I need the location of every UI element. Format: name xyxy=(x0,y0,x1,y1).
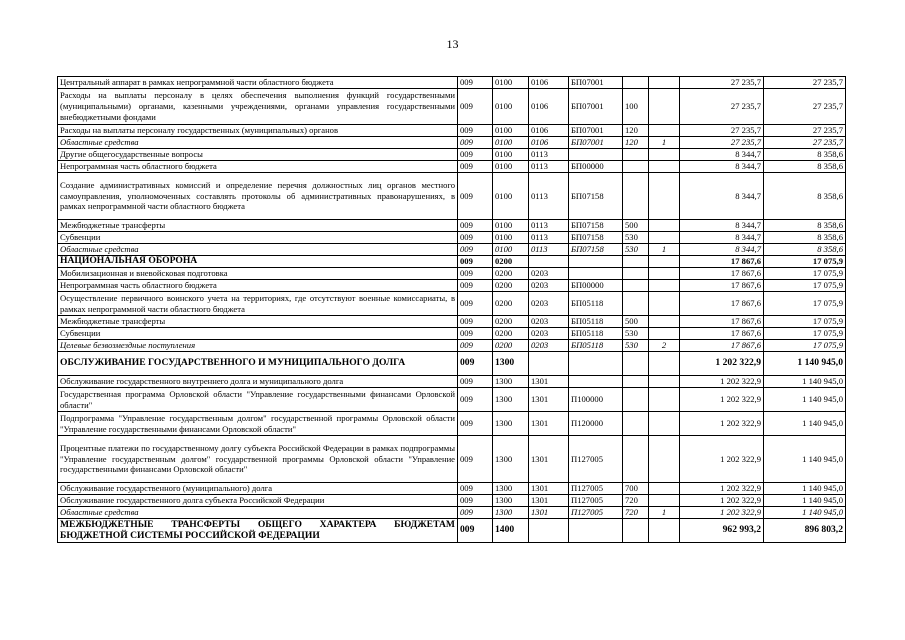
expense-type-code xyxy=(623,292,649,316)
table-row xyxy=(58,268,846,280)
amount-year-1: 8 344,7 xyxy=(680,161,764,173)
amount-year-2: 17 075,9 xyxy=(764,280,846,292)
subsection-code: 0203 xyxy=(529,340,569,352)
amount-year-1: 8 344,7 xyxy=(680,244,764,256)
amount-year-1: 8 344,7 xyxy=(680,173,764,220)
item-name: Обслуживание государственного внутреннего долга и муниципального долга xyxy=(58,376,458,388)
item-name: Мобилизационная и вневойсковая подготовка xyxy=(58,268,458,280)
subsection-code: 0203 xyxy=(529,328,569,340)
funding-source-code xyxy=(649,125,680,137)
expense-type-code: 120 xyxy=(623,137,649,149)
budget-table-body xyxy=(58,77,846,543)
target-article-code: П127005 xyxy=(569,436,623,483)
expense-type-code xyxy=(623,173,649,220)
admin-code: 009 xyxy=(458,388,493,412)
section-code: 1300 xyxy=(493,483,529,495)
item-name: МЕЖБЮДЖЕТНЫЕ ТРАНСФЕРТЫ ОБЩЕГО ХАРАКТЕРА БЮДЖЕТАМ БЮДЖЕТНОЙ СИСТЕМЫ РОССИЙСКОЙ ФЕДЕРАЦИИ xyxy=(58,519,458,543)
subsection-code: 0113 xyxy=(529,244,569,256)
table-row xyxy=(58,388,846,412)
section-code: 1300 xyxy=(493,388,529,412)
expense-type-code xyxy=(623,519,649,543)
table-row xyxy=(58,352,846,376)
amount-year-1: 17 867,6 xyxy=(680,328,764,340)
amount-year-2: 1 140 945,0 xyxy=(764,507,846,519)
section-code: 0100 xyxy=(493,125,529,137)
amount-year-1: 17 867,6 xyxy=(680,268,764,280)
admin-code: 009 xyxy=(458,412,493,436)
amount-year-1: 1 202 322,9 xyxy=(680,388,764,412)
amount-year-2: 17 075,9 xyxy=(764,328,846,340)
amount-year-1: 17 867,6 xyxy=(680,256,764,268)
subsection-code: 1301 xyxy=(529,388,569,412)
funding-source-code xyxy=(649,352,680,376)
item-name: НАЦИОНАЛЬНАЯ ОБОРОНА xyxy=(58,256,458,268)
amount-year-2: 17 075,9 xyxy=(764,316,846,328)
funding-source-code xyxy=(649,77,680,89)
amount-year-1: 962 993,2 xyxy=(680,519,764,543)
amount-year-2: 17 075,9 xyxy=(764,340,846,352)
table-row xyxy=(58,280,846,292)
amount-year-1: 1 202 322,9 xyxy=(680,352,764,376)
amount-year-2: 8 358,6 xyxy=(764,149,846,161)
target-article-code: П127005 xyxy=(569,507,623,519)
item-name: Межбюджетные трансферты xyxy=(58,316,458,328)
expense-type-code: 500 xyxy=(623,316,649,328)
subsection-code: 1301 xyxy=(529,376,569,388)
expense-type-code: 530 xyxy=(623,244,649,256)
expense-type-code: 530 xyxy=(623,232,649,244)
admin-code: 009 xyxy=(458,495,493,507)
table-row xyxy=(58,220,846,232)
target-article-code: П100000 xyxy=(569,388,623,412)
subsection-code: 0106 xyxy=(529,89,569,125)
amount-year-1: 27 235,7 xyxy=(680,137,764,149)
amount-year-1: 27 235,7 xyxy=(680,77,764,89)
expense-type-code xyxy=(623,280,649,292)
item-name: Областные средства xyxy=(58,507,458,519)
item-name: Обслуживание государственного (муниципального) долга xyxy=(58,483,458,495)
admin-code: 009 xyxy=(458,89,493,125)
admin-code: 009 xyxy=(458,292,493,316)
funding-source-code xyxy=(649,292,680,316)
table-row xyxy=(58,316,846,328)
subsection-code: 0106 xyxy=(529,137,569,149)
item-name: Субвенции xyxy=(58,328,458,340)
amount-year-2: 17 075,9 xyxy=(764,292,846,316)
admin-code: 009 xyxy=(458,483,493,495)
funding-source-code: 1 xyxy=(649,507,680,519)
funding-source-code xyxy=(649,268,680,280)
amount-year-1: 1 202 322,9 xyxy=(680,436,764,483)
page-number: 13 xyxy=(446,37,459,51)
item-name: Процентные платежи по государственному долгу субъекта Российской Федерации в рамках подпрограммы "Управление государственным долгом" государственной программы Орловской области "Управление государственными финансами Орловской области" xyxy=(58,436,458,483)
amount-year-2: 896 803,2 xyxy=(764,519,846,543)
admin-code: 009 xyxy=(458,149,493,161)
item-name: Непрограммная часть областного бюджета xyxy=(58,280,458,292)
item-name: Субвенции xyxy=(58,232,458,244)
admin-code: 009 xyxy=(458,340,493,352)
target-article-code: БП07001 xyxy=(569,89,623,125)
amount-year-2: 27 235,7 xyxy=(764,89,846,125)
section-code: 0200 xyxy=(493,340,529,352)
amount-year-2: 27 235,7 xyxy=(764,125,846,137)
target-article-code: БП07158 xyxy=(569,232,623,244)
funding-source-code xyxy=(649,161,680,173)
funding-source-code xyxy=(649,412,680,436)
section-code: 0200 xyxy=(493,316,529,328)
section-code: 0100 xyxy=(493,77,529,89)
subsection-code: 1301 xyxy=(529,507,569,519)
subsection-code: 1301 xyxy=(529,495,569,507)
target-article-code: БП07158 xyxy=(569,244,623,256)
admin-code: 009 xyxy=(458,137,493,149)
section-code: 1400 xyxy=(493,519,529,543)
item-name: Создание административных комиссий и определение перечня должностных лиц органов местного самоуправления, уполномоченных составлять протоколы об административных правонарушениях, в рамках непрограммной части областного бюджета xyxy=(58,173,458,220)
item-name: Центральный аппарат в рамках непрограммной части областного бюджета xyxy=(58,77,458,89)
table-row xyxy=(58,340,846,352)
item-name: Непрограммная часть областного бюджета xyxy=(58,161,458,173)
section-code: 0200 xyxy=(493,292,529,316)
expense-type-code: 720 xyxy=(623,507,649,519)
target-article-code xyxy=(569,149,623,161)
admin-code: 009 xyxy=(458,352,493,376)
target-article-code: БП07001 xyxy=(569,77,623,89)
expense-type-code xyxy=(623,77,649,89)
table-row xyxy=(58,328,846,340)
admin-code: 009 xyxy=(458,220,493,232)
amount-year-2: 1 140 945,0 xyxy=(764,495,846,507)
target-article-code xyxy=(569,519,623,543)
target-article-code: БП07158 xyxy=(569,173,623,220)
admin-code: 009 xyxy=(458,77,493,89)
item-name: Целевые безвозмездные поступления xyxy=(58,340,458,352)
table-row xyxy=(58,89,846,125)
budget-table xyxy=(57,76,846,543)
table-row xyxy=(58,232,846,244)
section-code: 1300 xyxy=(493,376,529,388)
target-article-code: БП05118 xyxy=(569,316,623,328)
table-row xyxy=(58,519,846,543)
amount-year-2: 8 358,6 xyxy=(764,244,846,256)
funding-source-code xyxy=(649,316,680,328)
funding-source-code xyxy=(649,89,680,125)
funding-source-code: 1 xyxy=(649,137,680,149)
target-article-code: БП00000 xyxy=(569,280,623,292)
funding-source-code xyxy=(649,376,680,388)
amount-year-1: 17 867,6 xyxy=(680,292,764,316)
expense-type-code xyxy=(623,376,649,388)
table-row xyxy=(58,137,846,149)
expense-type-code xyxy=(623,412,649,436)
section-code: 0100 xyxy=(493,232,529,244)
subsection-code: 0106 xyxy=(529,125,569,137)
subsection-code: 1301 xyxy=(529,412,569,436)
expense-type-code xyxy=(623,256,649,268)
item-name: Осуществление первичного воинского учета на территориях, где отсутствуют военные комиссариаты, в рамках непрограммной части областного бюджета xyxy=(58,292,458,316)
admin-code: 009 xyxy=(458,376,493,388)
amount-year-1: 1 202 322,9 xyxy=(680,507,764,519)
admin-code: 009 xyxy=(458,519,493,543)
subsection-code: 0203 xyxy=(529,280,569,292)
expense-type-code xyxy=(623,388,649,412)
amount-year-1: 27 235,7 xyxy=(680,125,764,137)
item-name: Межбюджетные трансферты xyxy=(58,220,458,232)
amount-year-2: 1 140 945,0 xyxy=(764,412,846,436)
amount-year-1: 8 344,7 xyxy=(680,232,764,244)
subsection-code: 0203 xyxy=(529,292,569,316)
amount-year-1: 1 202 322,9 xyxy=(680,376,764,388)
amount-year-1: 8 344,7 xyxy=(680,220,764,232)
section-code: 1300 xyxy=(493,352,529,376)
admin-code: 009 xyxy=(458,173,493,220)
subsection-code: 1301 xyxy=(529,436,569,483)
section-code: 0200 xyxy=(493,328,529,340)
table-row xyxy=(58,376,846,388)
section-code: 0100 xyxy=(493,244,529,256)
amount-year-2: 17 075,9 xyxy=(764,268,846,280)
section-code: 0100 xyxy=(493,149,529,161)
target-article-code xyxy=(569,256,623,268)
item-name: Государственная программа Орловской области "Управление государственными финансами Орловской области" xyxy=(58,388,458,412)
target-article-code: БП05118 xyxy=(569,328,623,340)
amount-year-2: 17 075,9 xyxy=(764,256,846,268)
target-article-code: БП07158 xyxy=(569,220,623,232)
item-name: Расходы на выплаты персоналу в целях обеспечения выполнения функций государственными (муниципальными) органами, казенными учреждениями, органами управления государственными внебюджетными фондами xyxy=(58,89,458,125)
target-article-code: П120000 xyxy=(569,412,623,436)
admin-code: 009 xyxy=(458,244,493,256)
section-code: 0200 xyxy=(493,280,529,292)
expense-type-code: 530 xyxy=(623,328,649,340)
target-article-code xyxy=(569,352,623,376)
subsection-code xyxy=(529,256,569,268)
funding-source-code xyxy=(649,220,680,232)
target-article-code: П127005 xyxy=(569,483,623,495)
amount-year-2: 1 140 945,0 xyxy=(764,388,846,412)
funding-source-code xyxy=(649,232,680,244)
admin-code: 009 xyxy=(458,436,493,483)
expense-type-code xyxy=(623,161,649,173)
amount-year-1: 8 344,7 xyxy=(680,149,764,161)
subsection-code: 0113 xyxy=(529,149,569,161)
expense-type-code: 120 xyxy=(623,125,649,137)
item-name: Областные средства xyxy=(58,244,458,256)
subsection-code xyxy=(529,352,569,376)
section-code: 0100 xyxy=(493,89,529,125)
target-article-code: БП05118 xyxy=(569,340,623,352)
expense-type-code: 500 xyxy=(623,220,649,232)
item-name: Обслуживание государственного долга субъекта Российской Федерации xyxy=(58,495,458,507)
table-row xyxy=(58,149,846,161)
funding-source-code xyxy=(649,280,680,292)
subsection-code: 0113 xyxy=(529,161,569,173)
expense-type-code: 530 xyxy=(623,340,649,352)
expense-type-code: 700 xyxy=(623,483,649,495)
amount-year-1: 17 867,6 xyxy=(680,280,764,292)
item-name: Другие общегосударственные вопросы xyxy=(58,149,458,161)
admin-code: 009 xyxy=(458,316,493,328)
amount-year-1: 1 202 322,9 xyxy=(680,483,764,495)
amount-year-2: 1 140 945,0 xyxy=(764,436,846,483)
subsection-code: 1301 xyxy=(529,483,569,495)
section-code: 1300 xyxy=(493,412,529,436)
subsection-code: 0113 xyxy=(529,220,569,232)
subsection-code: 0203 xyxy=(529,316,569,328)
table-row xyxy=(58,483,846,495)
amount-year-2: 1 140 945,0 xyxy=(764,376,846,388)
amount-year-1: 17 867,6 xyxy=(680,340,764,352)
amount-year-2: 27 235,7 xyxy=(764,137,846,149)
table-row xyxy=(58,173,846,220)
funding-source-code xyxy=(649,519,680,543)
item-name: Подпрограмма "Управление государственным долгом" государственной программы Орловской области "Управление государственными финансами Орловской области" xyxy=(58,412,458,436)
funding-source-code xyxy=(649,495,680,507)
funding-source-code: 1 xyxy=(649,244,680,256)
section-code: 0200 xyxy=(493,268,529,280)
target-article-code: БП00000 xyxy=(569,161,623,173)
subsection-code: 0113 xyxy=(529,173,569,220)
funding-source-code xyxy=(649,436,680,483)
section-code: 1300 xyxy=(493,507,529,519)
admin-code: 009 xyxy=(458,232,493,244)
expense-type-code xyxy=(623,352,649,376)
section-code: 0100 xyxy=(493,161,529,173)
table-row xyxy=(58,436,846,483)
section-code: 0100 xyxy=(493,220,529,232)
amount-year-1: 27 235,7 xyxy=(680,89,764,125)
table-row xyxy=(58,125,846,137)
target-article-code: П127005 xyxy=(569,495,623,507)
amount-year-1: 1 202 322,9 xyxy=(680,412,764,436)
expense-type-code xyxy=(623,149,649,161)
table-row xyxy=(58,495,846,507)
funding-source-code: 2 xyxy=(649,340,680,352)
item-name: Областные средства xyxy=(58,137,458,149)
table-row xyxy=(58,256,846,268)
admin-code: 009 xyxy=(458,125,493,137)
amount-year-1: 1 202 322,9 xyxy=(680,495,764,507)
section-code: 1300 xyxy=(493,436,529,483)
table-row xyxy=(58,244,846,256)
amount-year-2: 1 140 945,0 xyxy=(764,483,846,495)
expense-type-code: 720 xyxy=(623,495,649,507)
amount-year-2: 8 358,6 xyxy=(764,232,846,244)
subsection-code: 0203 xyxy=(529,268,569,280)
target-article-code xyxy=(569,268,623,280)
table-row xyxy=(58,507,846,519)
subsection-code: 0106 xyxy=(529,77,569,89)
admin-code: 009 xyxy=(458,507,493,519)
funding-source-code xyxy=(649,173,680,220)
admin-code: 009 xyxy=(458,268,493,280)
item-name: Расходы на выплаты персоналу государственных (муниципальных) органов xyxy=(58,125,458,137)
target-article-code: БП07001 xyxy=(569,125,623,137)
section-code: 0200 xyxy=(493,256,529,268)
funding-source-code xyxy=(649,483,680,495)
amount-year-2: 1 140 945,0 xyxy=(764,352,846,376)
section-code: 0100 xyxy=(493,137,529,149)
funding-source-code xyxy=(649,328,680,340)
subsection-code xyxy=(529,519,569,543)
admin-code: 009 xyxy=(458,328,493,340)
funding-source-code xyxy=(649,388,680,412)
amount-year-2: 27 235,7 xyxy=(764,77,846,89)
amount-year-2: 8 358,6 xyxy=(764,173,846,220)
funding-source-code xyxy=(649,149,680,161)
expense-type-code: 100 xyxy=(623,89,649,125)
expense-type-code xyxy=(623,436,649,483)
section-code: 0100 xyxy=(493,173,529,220)
subsection-code: 0113 xyxy=(529,232,569,244)
table-row xyxy=(58,77,846,89)
target-article-code: БП07001 xyxy=(569,137,623,149)
admin-code: 009 xyxy=(458,280,493,292)
admin-code: 009 xyxy=(458,161,493,173)
target-article-code xyxy=(569,376,623,388)
table-row xyxy=(58,412,846,436)
funding-source-code xyxy=(649,256,680,268)
table-row xyxy=(58,292,846,316)
amount-year-2: 8 358,6 xyxy=(764,161,846,173)
admin-code: 009 xyxy=(458,256,493,268)
target-article-code: БП05118 xyxy=(569,292,623,316)
item-name: ОБСЛУЖИВАНИЕ ГОСУДАРСТВЕННОГО И МУНИЦИПАЛЬНОГО ДОЛГА xyxy=(58,352,458,376)
section-code: 1300 xyxy=(493,495,529,507)
expense-type-code xyxy=(623,268,649,280)
amount-year-1: 17 867,6 xyxy=(680,316,764,328)
table-row xyxy=(58,161,846,173)
amount-year-2: 8 358,6 xyxy=(764,220,846,232)
